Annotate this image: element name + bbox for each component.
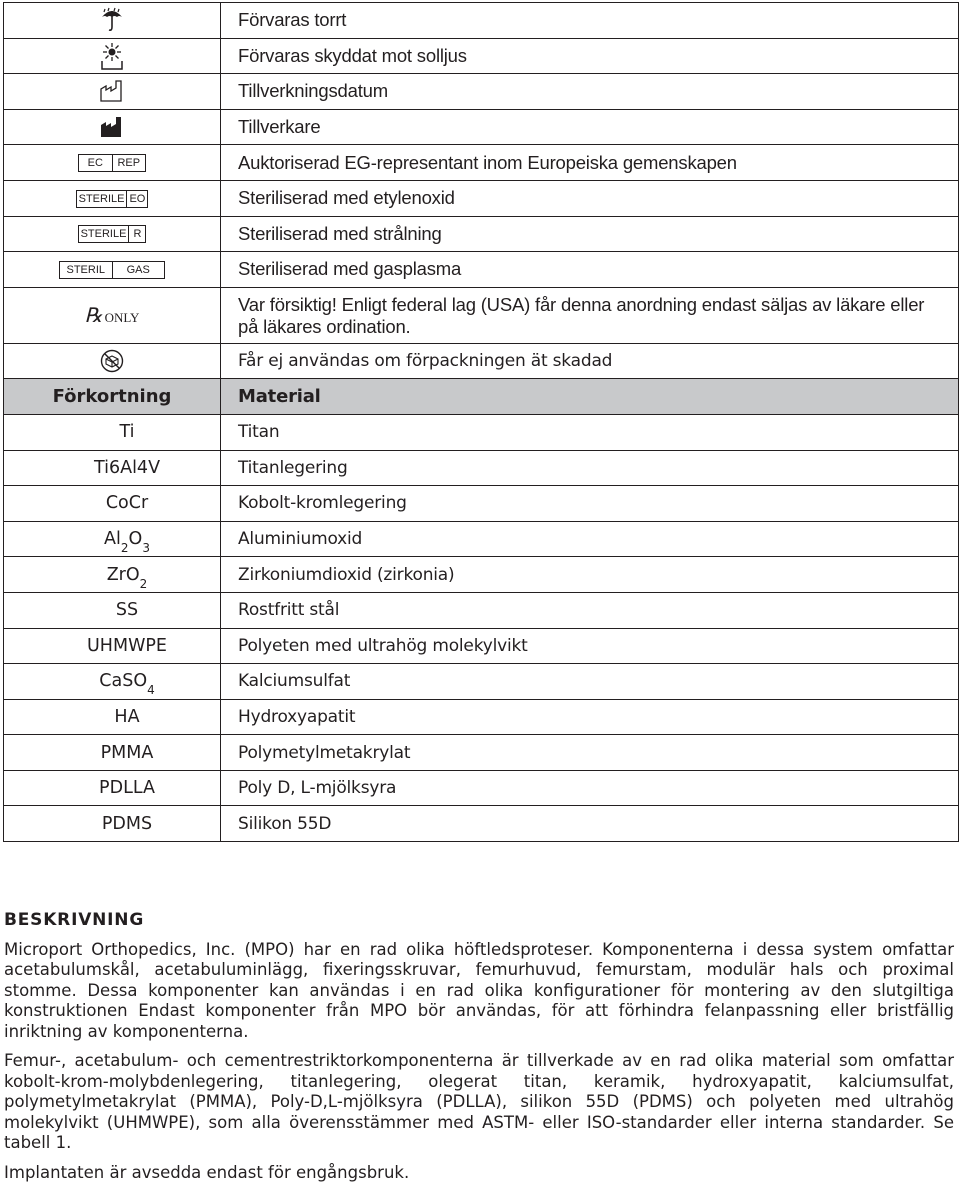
material-abbr: CoCr: [4, 486, 221, 522]
symbol-material-table: [3, 2, 959, 842]
formula-part: Al: [104, 529, 121, 550]
material-abbr: SS: [4, 592, 221, 628]
material-name: Poly D, L-mjölksyra: [221, 770, 959, 806]
symbol-row-rx-only: [4, 287, 959, 343]
symbol-desc: Tillverkare: [221, 109, 959, 145]
material-row: [4, 592, 959, 628]
material-row: [4, 557, 959, 593]
formula-part: ZrO: [106, 564, 140, 585]
material-row: [4, 664, 959, 700]
symbol-row-sterile-gas: [4, 252, 959, 288]
symbol-row-manufacturer: [4, 109, 959, 145]
sterile-eo-icon: [4, 180, 221, 216]
material-name: Zirkoniumdioxid (zirkonia): [221, 557, 959, 593]
symbol-row-manufacture-date: [4, 74, 959, 110]
symbol-row-sterile-r: [4, 216, 959, 252]
symbol-row-keep-dry: [4, 3, 959, 39]
material-row: [4, 735, 959, 771]
description-heading: BESKRIVNING: [4, 910, 145, 930]
symbol-desc: Steriliserad med strålning: [221, 216, 959, 252]
symbol-desc: Förvaras torrt: [221, 3, 959, 39]
material-row: [4, 414, 959, 450]
r-label: R: [128, 226, 145, 242]
formula-part: CaSO: [99, 671, 148, 692]
material-name: Titan: [221, 414, 959, 450]
material-abbr: [4, 521, 221, 557]
material-row: [4, 450, 959, 486]
formula-subscript: 3: [142, 541, 150, 556]
rx-text-line2: på läkares ordination.: [238, 316, 411, 338]
material-name: Rostfritt stål: [221, 592, 959, 628]
rx-text-line1: Var försiktig! Enligt federal lag (USA) får denna anordning endast säljas av läkare eller: [238, 294, 925, 316]
material-row: [4, 486, 959, 522]
sterile-label: STERILE: [78, 192, 125, 205]
material-row: [4, 806, 959, 842]
material-name: Titanlegering: [221, 450, 959, 486]
material-abbr: PDLLA: [4, 770, 221, 806]
material-abbr: Ti6Al4V: [4, 450, 221, 486]
symbol-desc: Tillverkningsdatum: [221, 74, 959, 110]
rep-label: REP: [112, 155, 146, 171]
materials-header-row: [4, 379, 959, 415]
material-name: Hydroxyapatit: [221, 699, 959, 735]
sterile-label: STERILE: [80, 228, 127, 241]
description-paragraph-3: Implantaten är avsedda endast för engångsbruk.: [4, 1162, 410, 1182]
material-row: [4, 628, 959, 664]
gas-label: GAS: [112, 262, 165, 278]
factory-filled-icon: [4, 109, 221, 145]
description-paragraph-1: Microport Orthopedics, Inc. (MPO) har en rad olika höftledsproteser. Komponenterna i dessa system omfattar acetabulumskål, acetabuluminlägg, fixeringsskruvar, femurhuvud, femurstam, modulär hals och proximal stomme. Dessa komponenter kan användas i en rad olika konfigurationer för montering av den slutgiltiga konstruktionen Endast komponenter från MPO bör användas, för att förhindra felanpassning eller bristfällig inriktning av komponenterna.: [4, 939, 954, 1041]
symbol-row-damaged-package: [4, 343, 959, 379]
abbr-column-header: Förkortning: [4, 379, 221, 415]
material-abbr: PMMA: [4, 735, 221, 771]
ec-label: EC: [87, 157, 103, 170]
material-column-header: Material: [221, 379, 959, 415]
symbol-desc: Steriliserad med gasplasma: [221, 252, 959, 288]
material-abbr: UHMWPE: [4, 628, 221, 664]
material-row: [4, 699, 959, 735]
rx-only-icon: [4, 287, 221, 343]
description-paragraph-2: Femur-, acetabulum- och cementrestriktorkomponenterna är tillverkade av en rad olika material som omfattar kobolt-krom-molybdenlegering, titanlegering, olegerat titan, keramik, hydroxyapatit, kalciumsulfat, polymetylmetakrylat (PMMA), Poly-D,L-mjölksyra (PDLLA), silikon 55D (PDMS) och polyeten med ultrahög molekylvikt (UHMWPE), som alla överensstämmer med ASTM- eller ISO-standarder eller interna standarder. Se tabell 1.: [4, 1051, 954, 1152]
sterile-r-icon: [4, 216, 221, 252]
damaged-package-icon: [4, 343, 221, 379]
material-abbr: [4, 664, 221, 700]
symbol-desc: Får ej användas om förpackningen ät skadad: [221, 343, 959, 379]
material-abbr: HA: [4, 699, 221, 735]
material-row: [4, 521, 959, 557]
umbrella-icon: [4, 3, 221, 39]
material-name: Silikon 55D: [221, 806, 959, 842]
material-name: Kobolt-kromlegering: [221, 486, 959, 522]
description-section: [4, 910, 954, 1183]
material-abbr: Ti: [4, 414, 221, 450]
symbol-desc: Steriliserad med etylenoxid: [221, 180, 959, 216]
symbol-desc: [221, 287, 959, 343]
formula-subscript: 4: [147, 683, 155, 698]
only-label: ONLY: [104, 310, 140, 326]
material-row: [4, 770, 959, 806]
factory-outline-icon: [4, 74, 221, 110]
formula-subscript: 2: [120, 541, 129, 556]
formula-part: O: [128, 529, 143, 550]
symbol-desc: Förvaras skyddat mot solljus: [221, 38, 959, 74]
ec-rep-icon: [4, 145, 221, 181]
sun-icon: [4, 38, 221, 74]
steril-label: STERIL: [66, 263, 105, 276]
sterile-gas-icon: [4, 252, 221, 288]
formula-subscript: 2: [139, 576, 148, 591]
material-name: Aluminiumoxid: [221, 521, 959, 557]
material-name: Kalciumsulfat: [221, 664, 959, 700]
symbol-desc: Auktoriserad EG-representant inom Europeiska gemenskapen: [221, 145, 959, 181]
material-abbr: [4, 557, 221, 593]
material-name: Polyeten med ultrahög molekylvikt: [221, 628, 959, 664]
material-abbr: PDMS: [4, 806, 221, 842]
rx-glyph-icon: ℞: [84, 303, 103, 328]
eo-label: EO: [126, 191, 147, 207]
symbol-row-sterile-eo: [4, 180, 959, 216]
symbol-row-keep-from-sunlight: [4, 38, 959, 74]
material-name: Polymetylmetakrylat: [221, 735, 959, 771]
symbol-row-ec-rep: [4, 145, 959, 181]
